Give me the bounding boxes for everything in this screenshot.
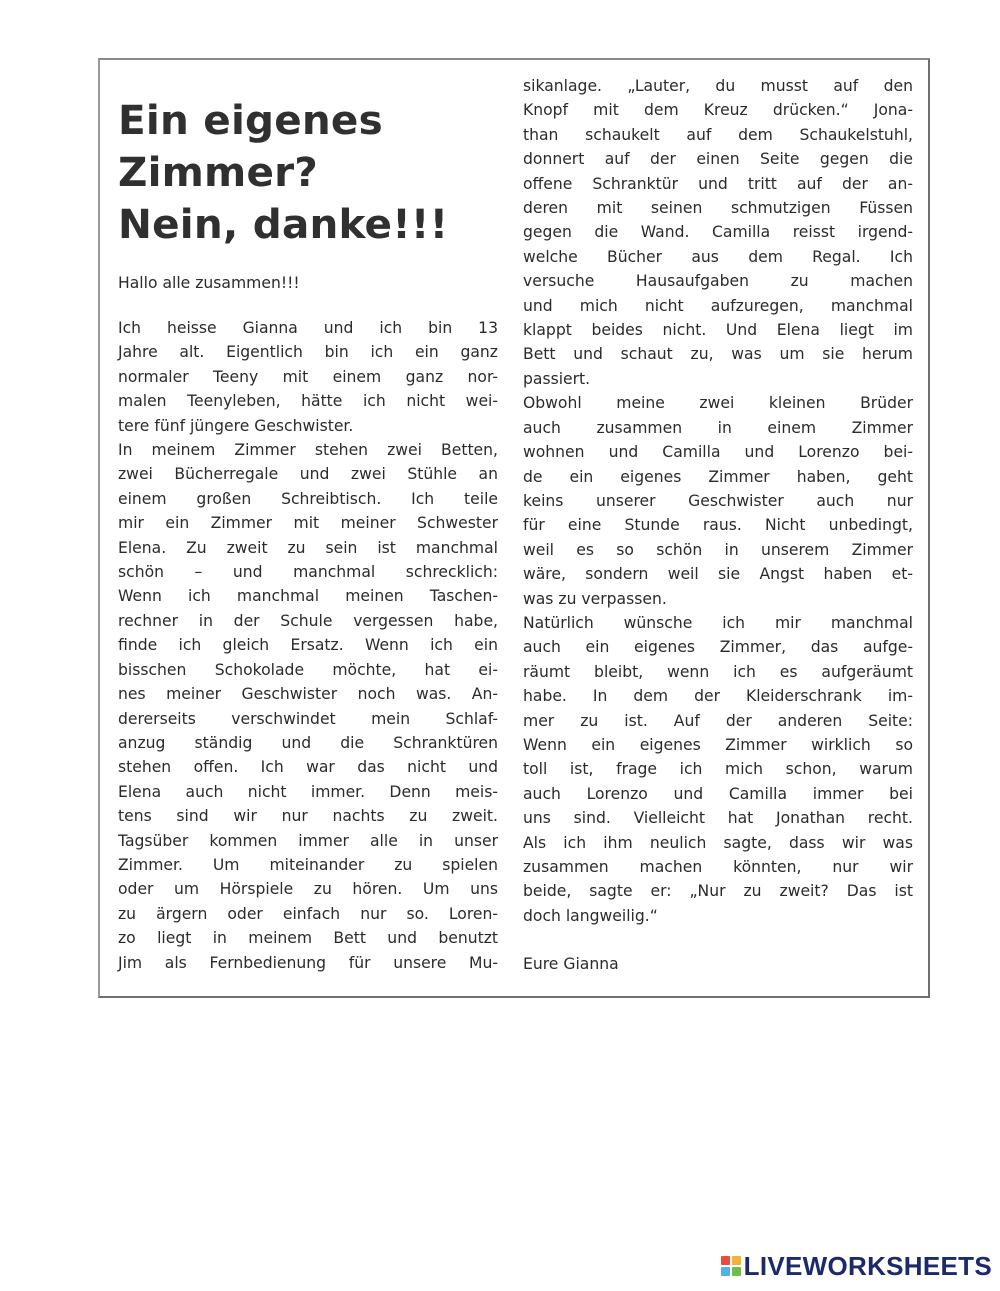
logo-square [732, 1256, 741, 1265]
text-line: welche Bücher aus dem Regal. Ich [523, 247, 913, 266]
title-line: Zimmer? [118, 148, 318, 196]
text-line: auch Lorenzo und Camilla immer bei [523, 784, 913, 803]
text-line: tens sind wir nur nachts zu zweit. [118, 807, 498, 826]
text-line: uns sind. Vielleicht hat Jonathan recht. [523, 809, 913, 828]
left-body-text [118, 316, 498, 975]
text-line: weil es so schön in unserem Zimmer [523, 540, 913, 559]
text-line: dererseits verschwindet mein Schlaf- [118, 709, 498, 728]
text-line: In meinem Zimmer stehen zwei Betten, [118, 441, 498, 460]
logo-square [721, 1267, 730, 1276]
text-line: gegen die Wand. Camilla reisst irgend- [523, 223, 913, 242]
text-line: rechner in der Schule vergessen habe, [118, 611, 498, 630]
text-line: und mich nicht aufzuregen, manchmal [523, 296, 913, 315]
text-line: Als ich ihm neulich sagte, dass wir was [523, 833, 913, 852]
text-line: zo liegt in meinem Bett und benutzt [118, 929, 498, 948]
text-line: beide, sagte er: „Nur zu zweit? Das ist [523, 882, 913, 901]
text-line: donnert auf der einen Seite gegen die [523, 150, 913, 169]
text-line: Bett und schaut zu, was um sie herum [523, 345, 913, 364]
text-line: bisschen Schokolade möchte, hat ei- [118, 660, 498, 679]
text-line: wohnen und Camilla und Lorenzo bei- [523, 443, 913, 462]
text-line: Jim als Fernbedienung für unsere Mu- [118, 953, 498, 972]
left-column [118, 60, 498, 996]
text-line: zwei Bücherregale und zwei Stühle an [118, 465, 498, 484]
title-line: Nein, danke!!! [118, 200, 449, 248]
text-line: Natürlich wünsche ich mir manchmal [523, 613, 913, 632]
liveworksheets-footer [721, 1251, 992, 1281]
text-line: auch zusammen in einem Zimmer [523, 418, 913, 437]
text-line: malen Teenyleben, hätte ich nicht wei- [118, 392, 498, 411]
text-line: zu ärgern oder einfach nur so. Loren- [118, 904, 498, 923]
text-line: Ich heisse Gianna und ich bin 13 [118, 319, 498, 337]
text-line: Elena auch nicht immer. Denn meis- [118, 782, 498, 801]
text-line: Wenn ein eigenes Zimmer wirklich so [523, 735, 913, 754]
logo-square [732, 1267, 741, 1276]
article-title [118, 94, 498, 250]
text-line: räumt bleibt, wenn ich es aufgeräumt [523, 662, 913, 681]
text-line: deren mit seinen schmutzigen Füssen [523, 199, 913, 218]
text-line: passiert. [523, 369, 591, 388]
text-line: stehen offen. Ich war das nicht und [118, 758, 498, 777]
text-line: normaler Teeny mit einem ganz nor- [118, 367, 498, 386]
greeting: Hallo alle zusammen!!! [118, 274, 300, 292]
text-line: mer zu ist. Auf der anderen Seite: [523, 711, 913, 730]
text-line: schön – und manchmal schrecklich: [118, 563, 498, 582]
text-line: sikanlage. „Lauter, du musst auf den [523, 77, 913, 95]
text-line: klappt beides nicht. Und Elena liegt im [523, 321, 913, 340]
title-line: Ein eigenes [118, 96, 383, 144]
text-line: oder um Hörspiele zu hören. Um uns [118, 880, 498, 899]
text-line: Obwohl meine zwei kleinen Brüder [523, 394, 913, 413]
text-line: habe. In dem der Kleiderschrank im- [523, 687, 913, 706]
text-line: de ein eigenes Zimmer haben, geht [523, 467, 913, 486]
text-line: finde ich gleich Ersatz. Wenn ich ein [118, 636, 498, 655]
text-line: than schaukelt auf dem Schaukelstuhl, [523, 125, 913, 144]
text-line: Jahre alt. Eigentlich bin ich ein ganz [118, 343, 498, 362]
text-line: anzug ständig und die Schranktüren [118, 733, 498, 752]
text-line: einem großen Schreibtisch. Ich teile [118, 489, 498, 508]
text-line: Zimmer. Um miteinander zu spielen [118, 855, 498, 874]
text-line: mir ein Zimmer mit meiner Schwester [118, 514, 498, 533]
text-line: toll ist, frage ich mich schon, warum [523, 760, 913, 779]
article-frame [98, 58, 930, 998]
text-line: Tagsüber kommen immer alle in unser [118, 831, 498, 850]
text-line: offene Schranktür und tritt auf der an- [523, 174, 913, 193]
text-line: auch ein eigenes Zimmer, das aufge- [523, 638, 913, 657]
text-line: versuche Hausaufgaben zu machen [523, 272, 913, 291]
text-line: Elena. Zu zweit zu sein ist manchmal [118, 538, 498, 557]
text-line: zusammen machen könnten, nur wir [523, 858, 913, 876]
text-line: für eine Stunde raus. Nicht unbedingt, [523, 516, 913, 535]
text-line: tere fünf jüngere Geschwister. [118, 416, 354, 435]
right-body-text [523, 74, 913, 928]
text-line: Wenn ich manchmal meinen Taschen- [118, 587, 498, 606]
text-line: Knopf mit dem Kreuz drücken.“ Jona- [523, 101, 913, 120]
right-column [523, 60, 913, 996]
text-line: doch langweilig.“ [523, 906, 658, 925]
text-line: was zu verpassen. [523, 589, 667, 608]
logo-square [721, 1256, 730, 1265]
liveworksheets-logo-icon [721, 1256, 741, 1276]
text-line: keins unserer Geschwister auch nur [523, 491, 913, 510]
brand-name: LIVEWORKSHEETS [743, 1250, 992, 1281]
text-line: wäre, sondern weil sie Angst haben et- [523, 565, 913, 584]
text-line: nes meiner Geschwister noch was. An- [118, 685, 498, 704]
signature: Eure Gianna [523, 955, 619, 974]
